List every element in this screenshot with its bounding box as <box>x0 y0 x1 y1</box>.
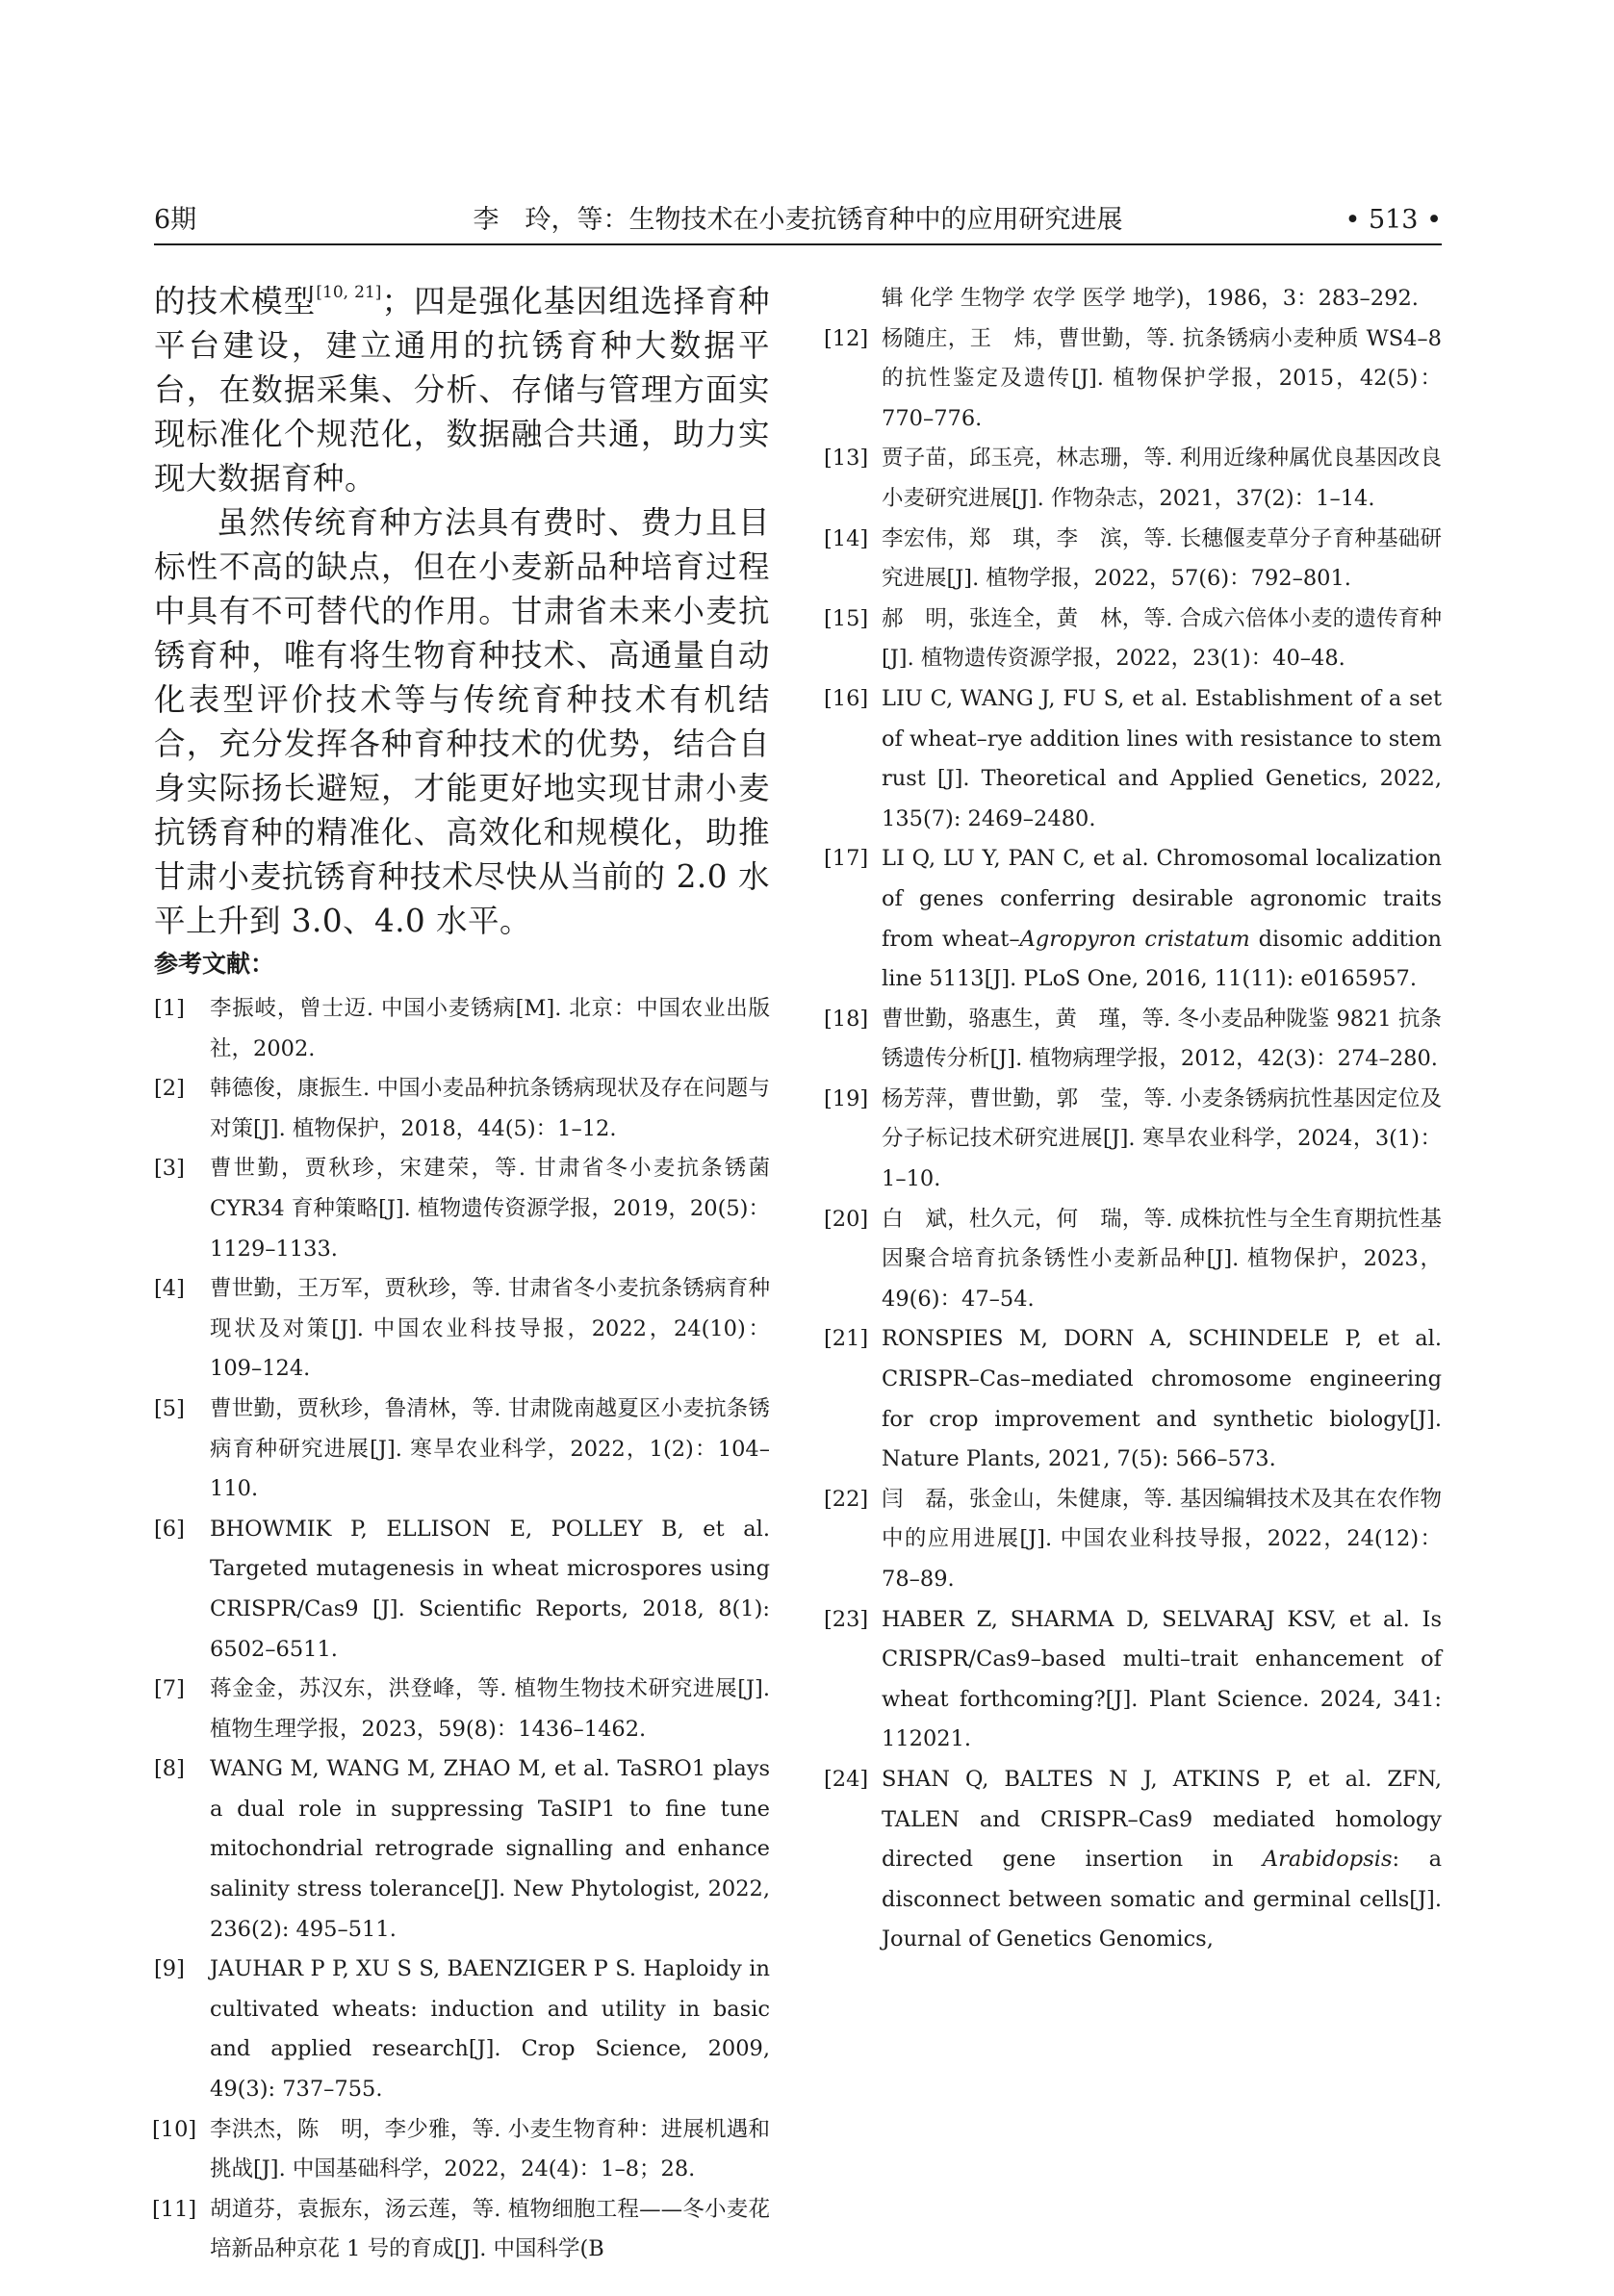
reference-text: 韩德俊，康振生. 中国小麦品种抗条锈病现状及存在问题与对策[J]. 植物保护，2018，44(5)：1–12. <box>210 1076 770 1141</box>
reference-item <box>826 1480 1442 1600</box>
reference-number: [7] <box>154 1676 185 1702</box>
reference-item <box>154 1149 770 1269</box>
reference-item <box>154 989 770 1069</box>
reference-number: [18] <box>824 1006 869 1032</box>
reference-number: [19] <box>824 1085 869 1111</box>
reference-item <box>154 1950 770 2109</box>
reference-item <box>826 1760 1442 1960</box>
italic-species-name: Agropyron cristatum <box>1019 926 1250 952</box>
citation: [10, 21] <box>316 283 382 302</box>
reference-text: 杨随庄，王 炜，曹世勤，等. 抗条锈病小麦种质 WS4–8 的抗性鉴定及遗传[J]. 植物保护学报，2015，42(5)：770–776. <box>882 325 1442 431</box>
reference-text: 曹世勤，王万军，贾秋珍，等. 甘肃省冬小麦抗条锈病育种现状及对策[J]. 中国农业科技导报，2022，24(10)：109–124. <box>210 1276 770 1382</box>
running-header <box>154 197 1442 245</box>
running-title: 李 玲，等：生物技术在小麦抗锈育种中的应用研究进展 <box>473 205 1123 235</box>
page-number: • 513 • <box>1345 205 1442 235</box>
reference-number: [17] <box>824 846 869 872</box>
reference-text: 曹世勤，贾秋珍，宋建荣，等. 甘肃省冬小麦抗条锈菌 CYR34 育种策略[J]. 植物遗传资源学报，2019，20(5)：1129–1133. <box>210 1156 770 1262</box>
reference-text: 曹世勤，贾秋珍，鲁清林，等. 甘肃陇南越夏区小麦抗条锈病育种研究进展[J]. 寒旱农业科学，2022，1(2)：104–110. <box>210 1395 770 1502</box>
reference-text <box>882 846 1442 991</box>
reference-text: 闫 磊，张金山，朱健康，等. 基因编辑技术及其在农作物中的应用进展[J]. 中国农业科技导报，2022，24(12)：78–89. <box>882 1486 1442 1592</box>
reference-text: WANG M, WANG M, ZHAO M, et al. TaSRO1 plays a dual role in suppressing TaSIP1 to fine tune mitochondrial retrograde signalling and enhance salinity stress tolerance[J]. New Phytologist, 2022, 236(2): 495–511. <box>210 1756 770 1942</box>
reference-number: [9] <box>154 1956 185 1982</box>
reference-text: 郝 明，张连全，黄 林，等. 合成六倍体小麦的遗传育种[J]. 植物遗传资源学报，2022，23(1)：40–48. <box>882 605 1442 672</box>
reference-number: [21] <box>824 1326 869 1352</box>
reference-number: [16] <box>824 685 869 711</box>
reference-number: [5] <box>154 1395 185 1421</box>
reference-item <box>154 1670 770 1749</box>
left-column <box>154 279 770 2270</box>
italic-species-name: Arabidopsis <box>1262 1847 1393 1873</box>
body-paragraph-1 <box>154 279 770 500</box>
reference-text: HABER Z, SHARMA D, SELVARAJ KSV, et al. Is CRISPR/Cas9–based multi–trait enhancement of wheat forthcoming?[J]. Plant Science. 2024, 341: 112021. <box>882 1606 1442 1752</box>
reference-text: 贾子苗，邱玉亮，林志珊，等. 利用近缘种属优良基因改良小麦研究进展[J]. 作物杂志，2021，37(2)：1–14. <box>882 446 1442 511</box>
right-column <box>826 279 1442 1960</box>
reference-text: 胡道芬，袁振东，汤云莲，等. 植物细胞工程——冬小麦花培新品种京花 1 号的育成[J]. 中国科学(B <box>210 2196 770 2262</box>
reference-item <box>154 2110 770 2190</box>
reference-item <box>826 1600 1442 1760</box>
reference-item <box>826 319 1442 440</box>
reference-number: [8] <box>154 1756 185 1782</box>
body-text: 的技术模型 <box>154 283 317 319</box>
reference-number: [23] <box>824 1606 869 1632</box>
reference-item <box>154 1269 770 1390</box>
reference-item <box>826 839 1442 999</box>
reference-number: [1] <box>154 996 185 1021</box>
reference-item <box>154 1749 770 1950</box>
reference-item <box>154 1510 770 1670</box>
reference-number: [14] <box>824 525 869 551</box>
body-paragraph-2: 虽然传统育种方法具有费时、费力且目标性不高的缺点，但在小麦新品种培育过程中具有不可替代的作用。甘肃省未来小麦抗锈育种，唯有将生物育种技术、高通量自动化表型评价技术等与传统育种技术有机结合，充分发挥各种育种技术的优势，结合自身实际扬长避短，才能更好地实现甘肃小麦抗锈育种的精准化、高效化和规模化，助推甘肃小麦抗锈育种技术尽快从当前的 2.0 水平上升到 3.0、4.0 水平。 <box>154 504 770 939</box>
reference-text: 李振岐，曾士迈. 中国小麦锈病[M]. 北京：中国农业出版社，2002. <box>210 996 770 1061</box>
reference-item <box>154 1069 770 1149</box>
reference-number: [4] <box>154 1276 185 1302</box>
issue-label: 6期 <box>154 205 197 235</box>
reference-item <box>826 1000 1442 1080</box>
reference-item <box>826 520 1442 600</box>
reference-text: LIU C, WANG J, FU S, et al. Establishment of a set of wheat–rye addition lines with resistance to stem rust [J]. Theoretical and Applied Genetics, 2022, 135(7): 2469–2480. <box>882 685 1442 831</box>
body-text: ；四是强化基因组选择育种平台建设，建立通用的抗锈育种大数据平台，在数据采集、分析、存储与管理方面实现标准化个规范化，数据融合共通，助力实现大数据育种。 <box>154 283 770 497</box>
reference-item <box>826 679 1442 839</box>
reference-item <box>154 1390 770 1510</box>
reference-list-left <box>154 989 770 2270</box>
reference-item <box>154 2190 770 2270</box>
reference-number: [3] <box>154 1156 185 1182</box>
reference-text-part: LI Q, LU Y, PAN C, et al. Chromosomal localization of genes conferring desirable agronomic traits from wheat– <box>882 846 1442 952</box>
reference-number: [2] <box>154 1076 185 1102</box>
reference-text: 李洪杰，陈 明，李少雅，等. 小麦生物育种：进展机遇和挑战[J]. 中国基础科学，2022，24(4)：1–8；28. <box>210 2116 770 2182</box>
reference-text: BHOWMIK P, ELLISON E, POLLEY B, et al. Targeted mutagenesis in wheat microspores using CRISPR/Cas9 [J]. Scientific Reports, 2018, 8(1): 6502–6511. <box>210 1516 770 1662</box>
reference-item <box>826 600 1442 679</box>
reference-item <box>826 1319 1442 1479</box>
reference-text-part: SHAN Q, BALTES N J, ATKINS P, et al. ZFN, TALEN and CRISPR–Cas9 mediated homology directed gene insertion in <box>882 1766 1442 1873</box>
reference-text-part: : a disconnect between somatic and germinal cells[J]. Journal of Genetics Genomics, <box>882 1847 1442 1952</box>
references-heading: 参考文献： <box>154 950 275 978</box>
reference-item <box>826 1200 1442 1320</box>
reference-list-right <box>826 319 1442 1960</box>
reference-text: 白 斌，杜久元，何 瑞，等. 成株抗性与全生育期抗性基因聚合培育抗条锈性小麦新品种[J]. 植物保护，2023，49(6)：47–54. <box>882 1206 1442 1312</box>
reference-number: [22] <box>824 1486 869 1512</box>
reference-number: [10] <box>152 2116 197 2142</box>
reference-number: [20] <box>824 1206 869 1232</box>
reference-number: [24] <box>824 1766 869 1792</box>
reference-number: [11] <box>152 2196 197 2222</box>
reference-text: 杨芳萍，曹世勤，郭 莹，等. 小麦条锈病抗性基因定位及分子标记技术研究进展[J]. 寒旱农业科学，2024，3(1)：1–10. <box>882 1085 1442 1192</box>
reference-text: JAUHAR P P, XU S S, BAENZIGER P S. Haploidy in cultivated wheats: induction and utility in basic and applied research[J]. Crop Science, 2009, 49(3): 737–755. <box>210 1956 770 2103</box>
reference-text-part: disomic addition line 5113[J]. PLoS One, 2016, 11(11): e0165957. <box>882 926 1443 992</box>
reference-number: [12] <box>824 325 869 351</box>
reference-text: 曹世勤，骆惠生，黄 瑾，等. 冬小麦品种陇鉴 9821 抗条锈遗传分析[J]. 植物病理学报，2012，42(3)：274–280. <box>882 1006 1442 1072</box>
reference-text: 蒋金金，苏汉东，洪登峰，等. 植物生物技术研究进展[J]. 植物生理学报，2023，59(8)：1436–1462. <box>210 1676 770 1742</box>
reference-item <box>826 439 1442 519</box>
reference-number: [13] <box>824 446 869 472</box>
reference-text: RONSPIES M, DORN A, SCHINDELE P, et al. CRISPR–Cas–mediated chromosome engineering for crop improvement and synthetic biology[J]. Nature Plants, 2021, 7(5): 566–573. <box>882 1326 1442 1472</box>
reference-number: [6] <box>154 1516 185 1542</box>
reference-number: [15] <box>824 605 869 631</box>
reference-text <box>882 1767 1442 1952</box>
reference-continuation: 辑 化学 生物学 农学 医学 地学)，1986，3：283–292. <box>882 286 1419 311</box>
reference-item <box>826 1080 1442 1200</box>
reference-text: 李宏伟，郑 琪，李 滨，等. 长穗偃麦草分子育种基础研究进展[J]. 植物学报，2022，57(6)：792–801. <box>882 525 1442 592</box>
